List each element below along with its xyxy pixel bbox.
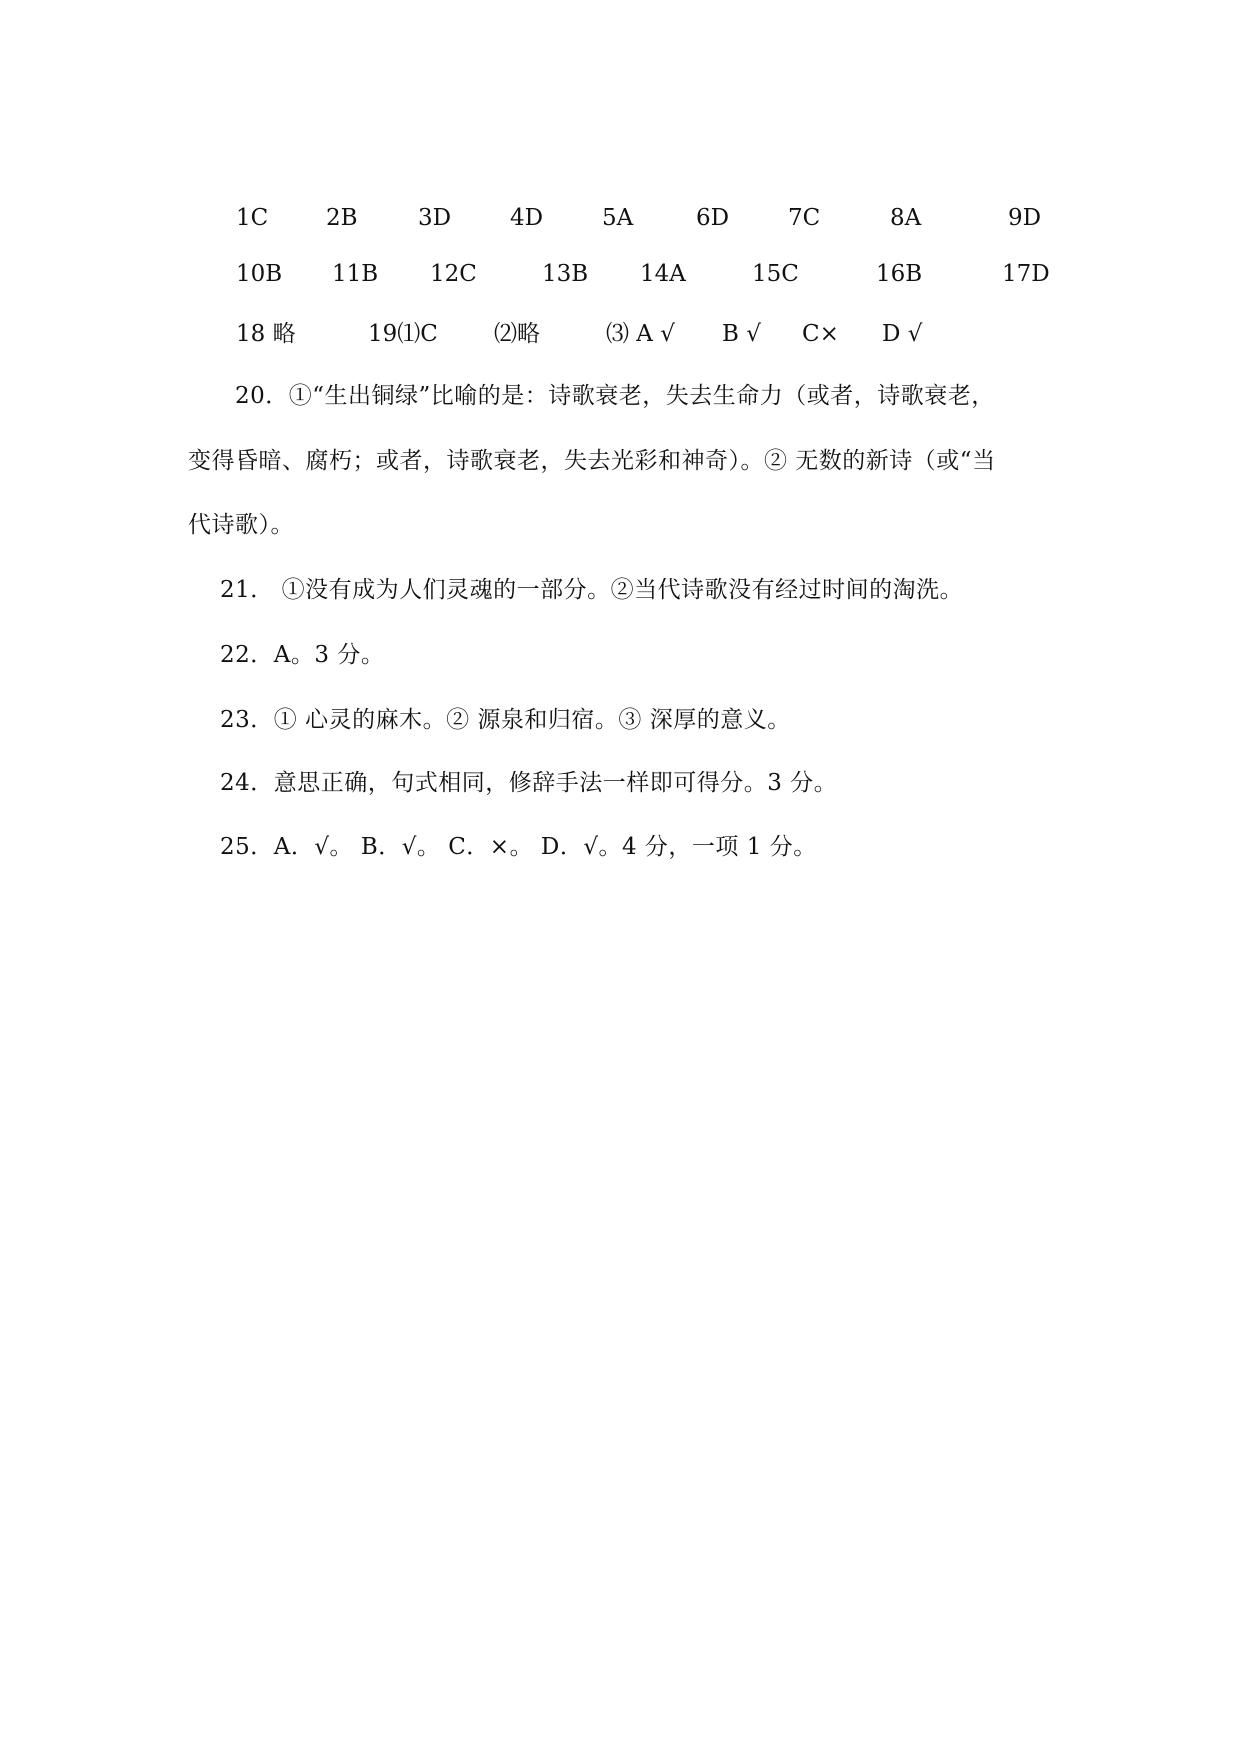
answer-24: 24．意思正确，句式相同，修辞手法一样即可得分。3 分。: [220, 770, 838, 796]
answer-5: 5A: [602, 205, 634, 231]
answer-6: 6D: [696, 205, 730, 231]
answers-row-1: [0, 198, 1241, 238]
answer-23: 23．① 心灵的麻木。② 源泉和归宿。③ 深厚的意义。: [220, 707, 791, 733]
answer-10: 10B: [236, 261, 283, 287]
answer-20-line-3: 代诗歌）。: [188, 512, 294, 538]
answer-25: 25．A．√。 B．√。 C．×。 D．√。4 分，一项 1 分。: [220, 834, 817, 860]
answer-13: 13B: [542, 261, 589, 287]
answer-7: 7C: [788, 205, 821, 231]
answer-14: 14A: [640, 261, 686, 287]
answer-19-3c: C×: [802, 321, 839, 347]
answer-8: 8A: [890, 205, 922, 231]
answer-3: 3D: [418, 205, 452, 231]
answer-20-line-2: 变得昏暗、腐朽；或者，诗歌衰老，失去光彩和神奇）。② 无数的新诗（或“当: [188, 448, 996, 474]
answer-19-3b: B √: [722, 321, 761, 347]
answer-21: 21． ①没有成为人们灵魂的一部分。②当代诗歌没有经过时间的淘洗。: [220, 577, 964, 603]
answers-row-3: [0, 314, 1241, 354]
answer-19-1: 19⑴C: [368, 321, 438, 347]
answer-15: 15C: [752, 261, 799, 287]
answer-20-line-1: 20．①“生出铜绿”比喻的是：诗歌衰老，失去生命力（或者，诗歌衰老，: [235, 383, 995, 409]
answer-22: 22．A。3 分。: [220, 642, 385, 668]
answer-19-3d: D √: [882, 321, 923, 347]
answer-9: 9D: [1008, 205, 1042, 231]
answers-row-2: [0, 254, 1241, 294]
answer-19-3a: ⑶ A √: [606, 321, 675, 347]
answer-19-2: ⑵略: [494, 321, 540, 347]
answer-11: 11B: [332, 261, 379, 287]
answer-12: 12C: [430, 261, 477, 287]
answer-4: 4D: [510, 205, 544, 231]
answer-1: 1C: [236, 205, 269, 231]
answer-18: 18 略: [236, 321, 296, 347]
answer-2: 2B: [326, 205, 358, 231]
answer-16: 16B: [876, 261, 923, 287]
answer-17: 17D: [1002, 261, 1050, 287]
